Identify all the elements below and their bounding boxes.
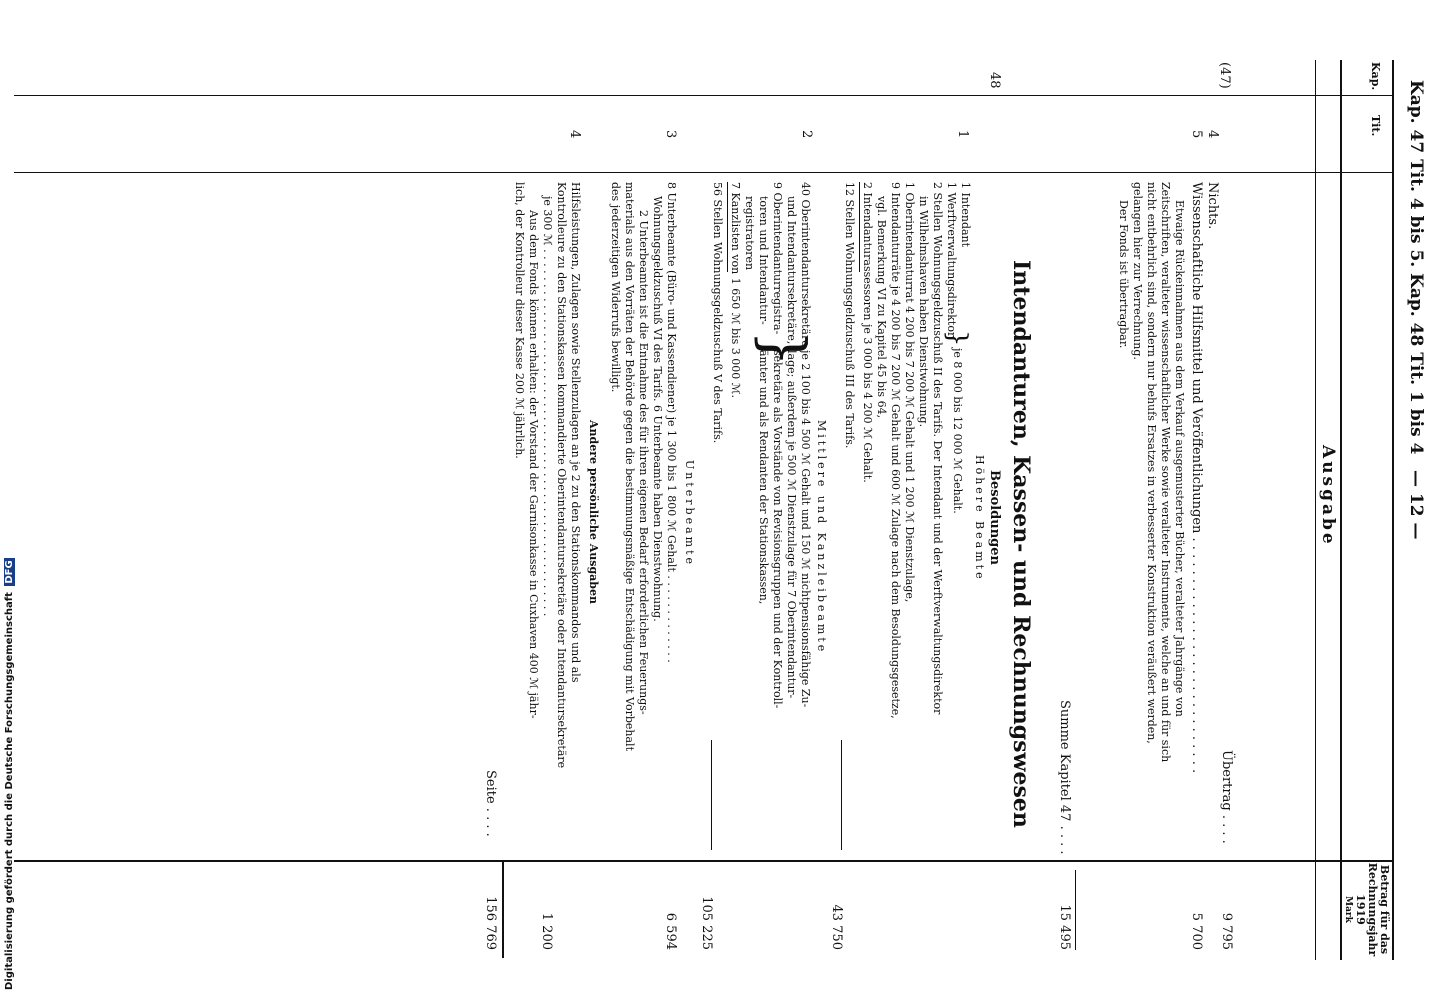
header-rule bbox=[1340, 60, 1342, 960]
col-amount-unit: Mark bbox=[1343, 896, 1353, 923]
t2-right-1: je 2 100 bis 4 500 ℳ Gehalt und 150 ℳ nichtpensionsfähige Zu- bbox=[799, 350, 812, 708]
group-high: Höhere Beamte bbox=[973, 455, 986, 582]
group-low: Unterbeamte bbox=[683, 460, 696, 568]
tit4-number: 4 bbox=[1205, 130, 1220, 139]
t1-line-8: 2 Intendanturassessoren je 3 000 bis 4 200 ℳ Gehalt. bbox=[861, 182, 874, 483]
t1-line-7: vgl. Bemerkung VI zu Kapitel 45 bis 64, bbox=[875, 196, 888, 419]
tit-col-line bbox=[14, 172, 1394, 173]
tit5-amount: 5 700 bbox=[1189, 912, 1204, 950]
t1-amount: 43 750 bbox=[829, 904, 844, 950]
page-total-amount: 156 769 bbox=[483, 896, 498, 950]
t1-sum-rule bbox=[859, 182, 860, 272]
t2-brace: } bbox=[750, 330, 818, 367]
running-title: Kap. 47 Tit. 4 bis 5. Kap. 48 Tit. 1 bis 4 bbox=[1406, 80, 1426, 455]
t1-line-9: 12 Stellen Wohnungsgeldzuschuß III des Tarifs. bbox=[843, 182, 856, 449]
t4-amount: 1 200 bbox=[539, 912, 554, 950]
kap47-carry-label: Übertrag . . . . bbox=[1219, 750, 1234, 844]
t3-line-3: 2 Unterbeamten ist die Entnahme des für ihren eigenen Bedarf erforderlichen Feuerungs- bbox=[637, 210, 650, 715]
t1-line-2: 1 Werftverwaltungsdirektor bbox=[945, 182, 958, 338]
t1-brace-text: je 8 000 bis 12 000 ℳ Gehalt. bbox=[951, 348, 964, 514]
t3-line-5: des jederzeitigen Widerrufs bewilligt. bbox=[609, 182, 622, 393]
t2-line-5: registratoren bbox=[743, 196, 756, 271]
tit5-line-5: gelangen hier zur Verrechnung. bbox=[1131, 182, 1144, 360]
col-kap-header: Kap. bbox=[1369, 62, 1382, 91]
tit5-line-3: Zeitschriften, veralteter wissenschaftlicher Werke sowie veralteter Instrumente, welche an und für sich bbox=[1159, 182, 1172, 763]
tit4-text: Nichts. bbox=[1205, 182, 1220, 230]
kap48-title: Intendanturen, Kassen- und Rechnungswesen bbox=[1008, 260, 1034, 828]
t2-line-4: toren und Intendantur- bbox=[757, 196, 770, 325]
dfg-logo-icon: DFG bbox=[4, 560, 15, 584]
tit5-line-2: Etwaige Rückeinnahmen aus dem Verkauf ausgemusterter Bücher, veralteter Jahrgänge von bbox=[1173, 200, 1186, 717]
t2-right-2: lage; außerdem je 500 ℳ Dienstzulage für 7 Oberintendantur- bbox=[785, 350, 798, 699]
t1-brace: } bbox=[942, 330, 972, 347]
t2-line-6: 7 Kanzlisten von 1 650 ℳ bis 3 000 ℳ. bbox=[729, 182, 742, 398]
t4-line-4: Aus dem Fonds können erhalten: der Vorstand der Garnisonkasse in Cuxhaven 400 ℳ jähr- bbox=[527, 210, 540, 719]
col-amount-header bbox=[1342, 862, 1390, 957]
credit-text: Digitalisierung gefördert durch die Deutsche Forschungsgemeinschaft bbox=[4, 592, 15, 990]
t3-line-2: Wohnungsgeldzuschuß VI des Tarifs. 6 Unterbeamte haben Dienstwohnung. bbox=[651, 196, 664, 622]
sum47-rule bbox=[1075, 870, 1076, 950]
tit4-48-number: 4 bbox=[567, 130, 582, 139]
group-mid: Mittlere und Kanzleibeamte bbox=[815, 420, 828, 655]
tit5-line-4: nicht entbehrlich sind, sondern nur behufs Ersatzes in verbesserter Konstruktion veräußert werden, bbox=[1145, 182, 1158, 744]
t2-right-3: sekretäre als Vorstände von Revisionsgruppen und der Kontroll- bbox=[771, 350, 784, 709]
kap47-carry-amount: 9 795 bbox=[1219, 912, 1234, 950]
tit5-line-1: Wissenschaftliche Hilfsmittel und Veröffentlichungen . . . . . . . . . . . . . . . . . . . . . . . . . . . . . bbox=[1189, 182, 1204, 774]
kap48-label: 48 bbox=[987, 72, 1002, 89]
col-tit-header: Tit. bbox=[1369, 115, 1382, 137]
col-amount-l1: Betrag für das bbox=[1378, 864, 1391, 955]
t2-amount: 105 225 bbox=[699, 896, 714, 950]
t2-amount-rule bbox=[711, 740, 712, 850]
t2-line-2: und Intendantursekretäre, bbox=[785, 196, 798, 345]
kap47-sum-label: Summe Kapitel 47 . . . . bbox=[1057, 700, 1072, 855]
t3-amount: 6 594 bbox=[663, 912, 678, 950]
t4-line-5: lich, der Kontrolleur dieser Kasse 200 ℳ jährlich. bbox=[513, 182, 526, 459]
top-rule bbox=[1392, 60, 1394, 960]
t2-right-4: ämter und als Rendanten der Stationskassen, bbox=[757, 350, 770, 605]
amount-col-line bbox=[14, 860, 1394, 862]
page-number: — 12 — bbox=[1406, 470, 1426, 540]
group-other: Andere persönliche Ausgaben bbox=[587, 420, 600, 604]
kap47-sum-amount: 15 495 bbox=[1057, 904, 1072, 950]
t1-line-5: 1 Oberintendanturrat 4 200 bis 7 200 ℳ Gehalt und 1 200 ℳ Dienstzulage, bbox=[903, 182, 916, 603]
t1-line-1: 1 Intendant bbox=[959, 182, 972, 248]
t1-amount-rule bbox=[841, 740, 842, 850]
t1-line-3: 2 Stellen Wohnungsgeldzuschuß II des Tarifs. Der Intendant und der Werftverwaltungsdirektor bbox=[931, 182, 944, 715]
t4-line-3: je 300 ℳ . . . . . . . . . . . . . . . . . . . . . . . . . . . . . . . . . . . . . . . . . . . . . . . . . . . . . bbox=[541, 196, 554, 617]
t1-line-6: 9 Intendanturräte je 4 200 bis 7 200 ℳ Gehalt und 600 ℳ Zulage nach dem Besoldungsgesetze, bbox=[889, 182, 902, 719]
col-amount-l2: Rechnungsjahr bbox=[1366, 862, 1379, 957]
t2-line-1: 40 Oberintendantursekretäre bbox=[799, 182, 812, 347]
tit2-number: 2 bbox=[799, 130, 814, 139]
t4-line-1: Hilfsleistungen, Zulagen sowie Stellenzulagen an je 2 zu den Stationskommandos und als bbox=[569, 182, 582, 683]
section-heading: Ausgabe bbox=[1318, 445, 1338, 547]
digitization-credit bbox=[0, 0, 20, 1000]
t2-line-3: 9 Oberintendanturregistra- bbox=[771, 182, 784, 335]
header-rule-2 bbox=[1315, 60, 1316, 960]
page-total-rule bbox=[502, 862, 504, 958]
tit5-number: 5 bbox=[1189, 130, 1204, 139]
t1-line-4: in Wilhelmshaven haben Dienstwohnung. bbox=[917, 196, 930, 428]
t4-line-2: Kontrolleure zu den Stationskassen kommandierte Oberintendantursekretäre oder Intendantursekretäre bbox=[555, 182, 568, 769]
t3-line-4: materials aus den Vorräten der Behörde gegen die bestimmungsmäßige Entschädigung mit Vorbehalt bbox=[623, 182, 636, 751]
t2-line-7: 56 Stellen Wohnungsgeldzuschuß V des Tarifs. bbox=[711, 182, 724, 444]
kap-col-line bbox=[14, 95, 1394, 96]
tit3-number: 3 bbox=[663, 130, 678, 139]
tit1-number: 1 bbox=[955, 130, 970, 139]
kap48-subtitle: Besoldungen bbox=[987, 470, 1002, 565]
tit5-line-6: Der Fonds ist übertragbar. bbox=[1117, 200, 1130, 349]
page-total-label: Seite . . . . bbox=[483, 770, 498, 837]
col-amount-l3: 1919 bbox=[1354, 894, 1367, 925]
kap47-label: (47) bbox=[1217, 62, 1232, 89]
t2-sum-rule bbox=[727, 182, 728, 272]
t3-line-1: 8 Unterbeamte (Büro- und Kassendiener) je 1 300 bis 1 800 ℳ Gehalt . . . . . . . . . . . . . bbox=[665, 182, 678, 663]
